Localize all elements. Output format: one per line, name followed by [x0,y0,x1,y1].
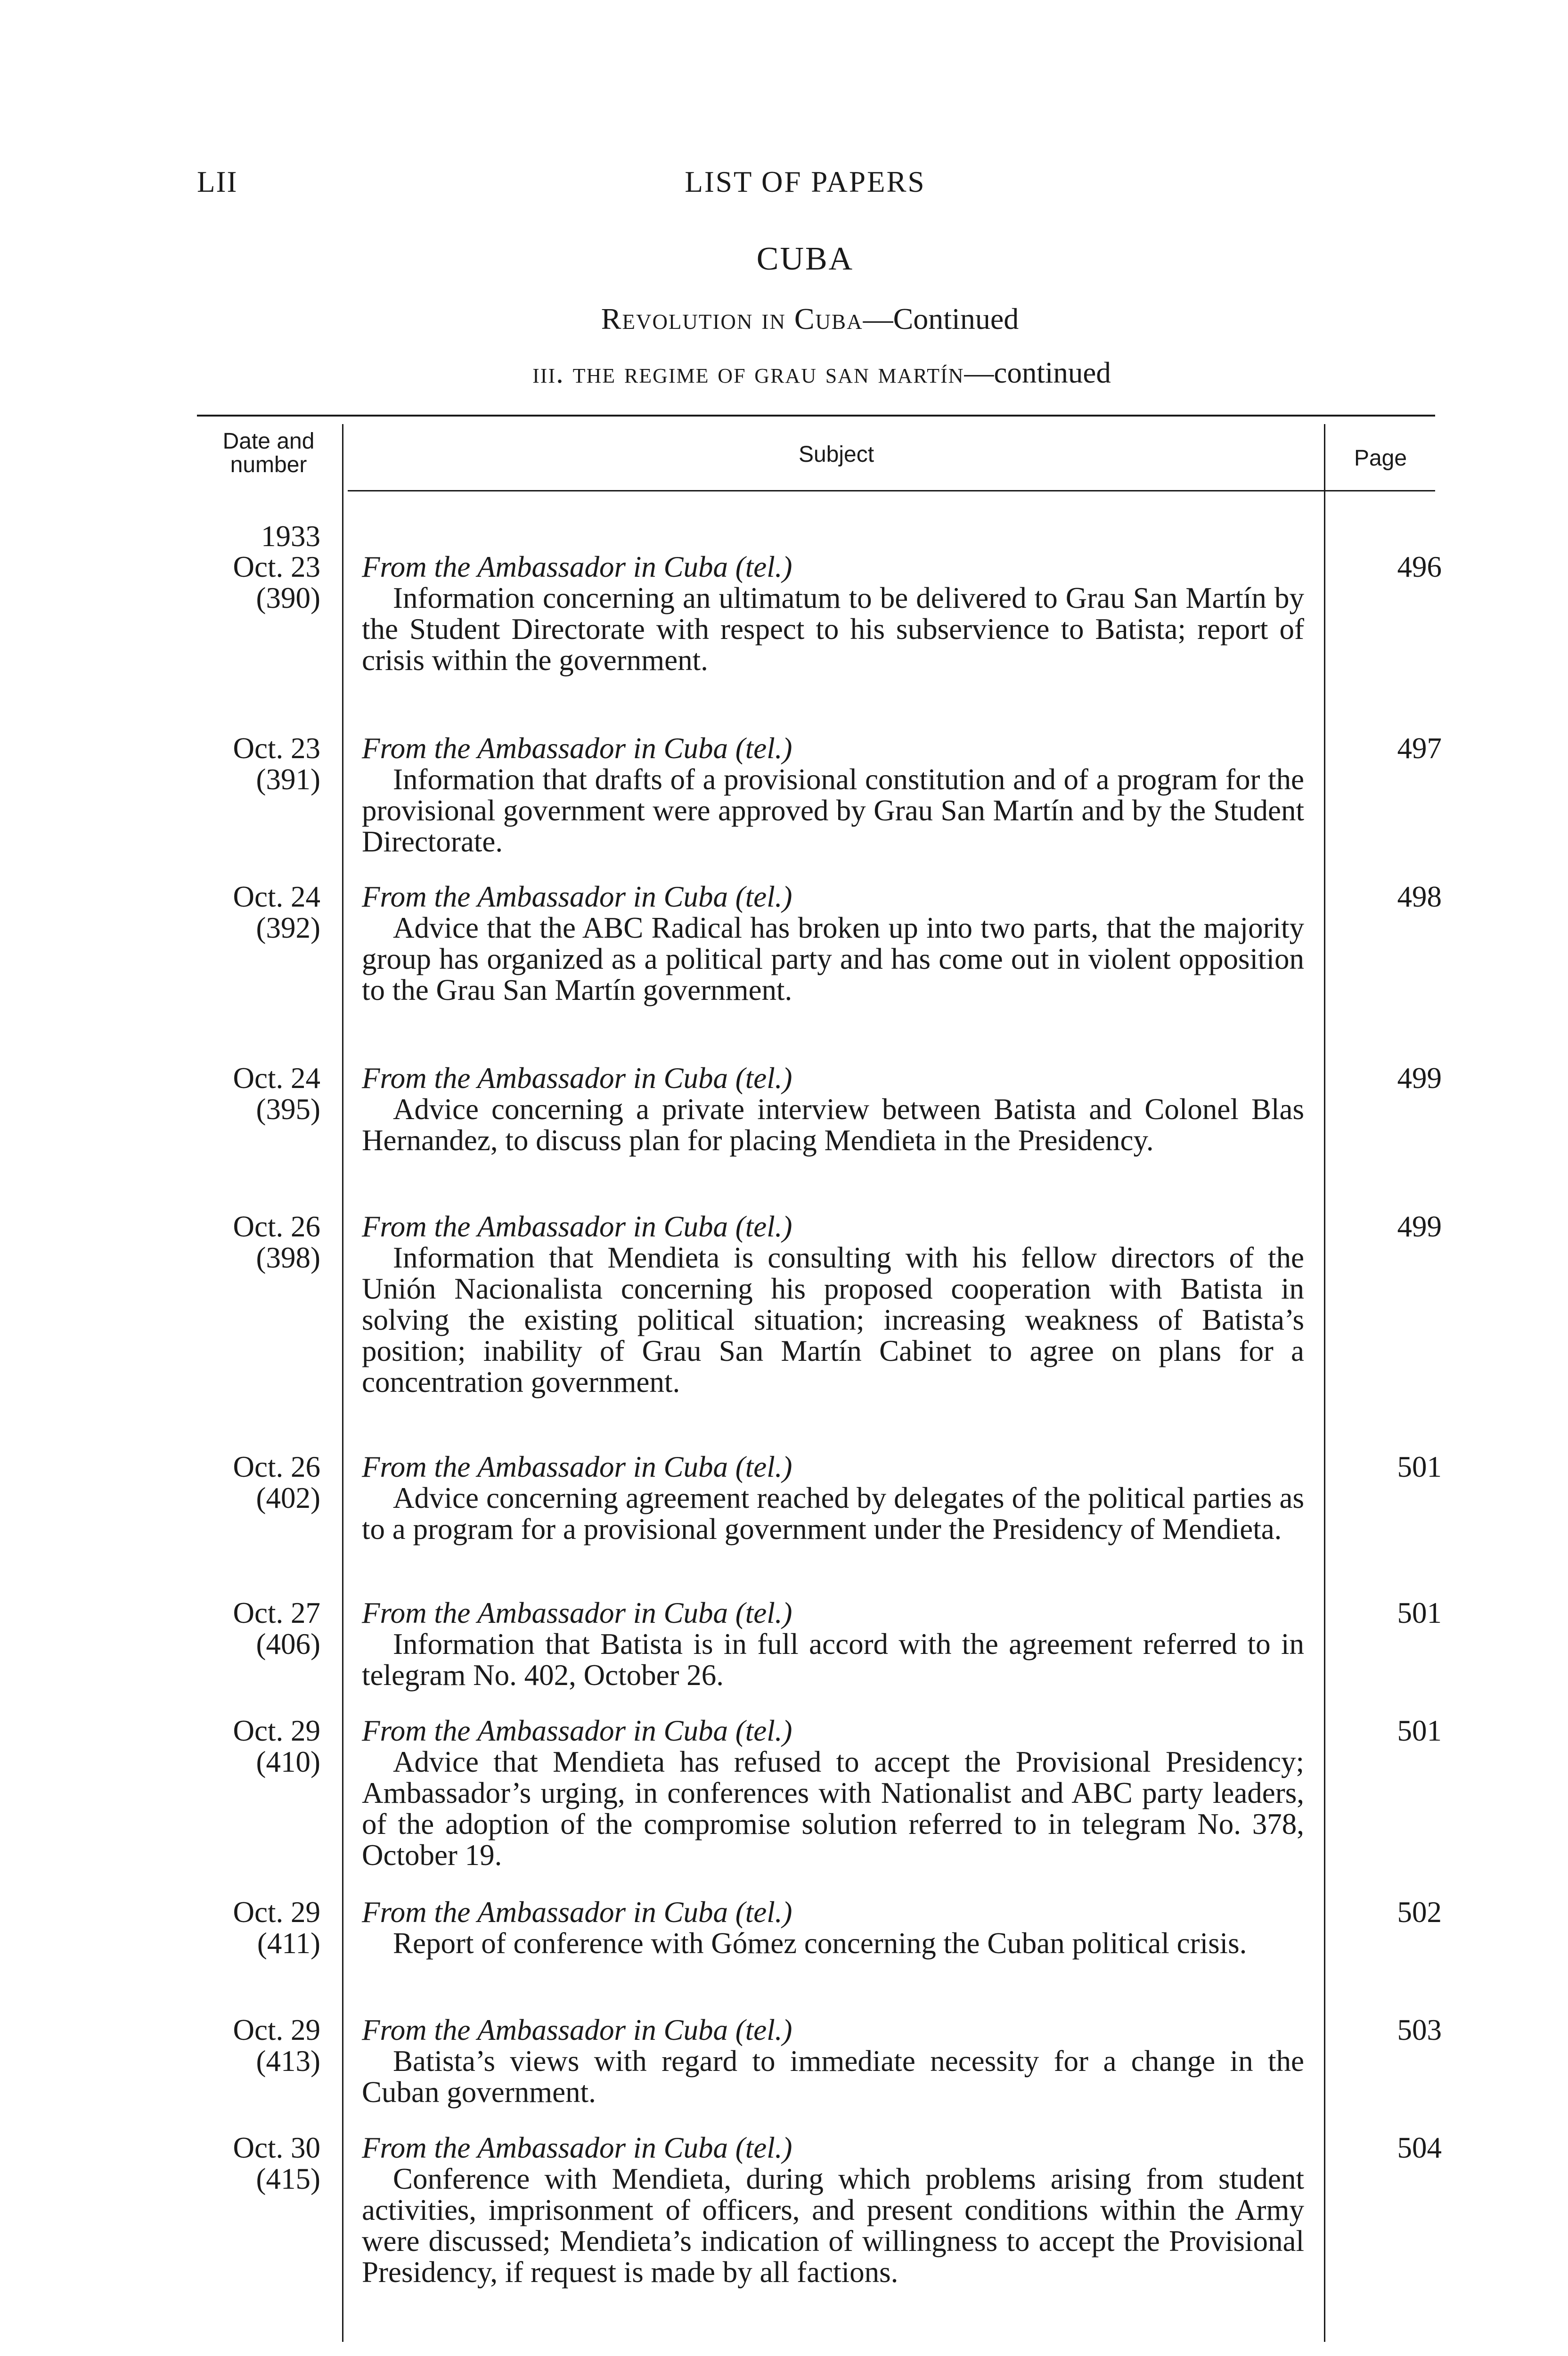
entry-subject [362,1211,1304,1398]
entry-from-line [362,2132,1304,2163]
entry-subject [362,1063,1304,1156]
entry-date-cell [179,733,320,795]
entry-description: Advice concerning agreement reached by delegates of the political parties as to a program for a provisional government under the Presidency of Mendieta. [362,1481,1304,1546]
entry-from-line [362,733,1304,764]
entry-tel: (tel.) [735,1596,792,1629]
entry-description: Batista’s views with regard to immediate necessity for a change in the Cuban government. [362,2045,1304,2109]
entry-date: Oct. 24 [233,1062,320,1095]
entry-date: Oct. 23 [233,732,320,765]
entry-page: 502 [1397,1896,1442,1929]
entry-description: Conference with Mendieta, during which problems arising from student activities, imprisonment of officers, and present conditions within the Army were discussed; Mendieta’s indication of willingness to accept the Provisional Presidency, if request is made by all factions. [362,2162,1304,2289]
entry-number: (402) [256,1481,320,1514]
entry-number: (411) [257,1927,320,1960]
entry-tel: (tel.) [735,1062,792,1095]
entry-from: From the Ambassador in Cuba [362,550,728,583]
entry-subject [362,2014,1304,2108]
entry-page: 501 [1397,1450,1442,1483]
entry-date: Oct. 29 [233,1896,320,1929]
section-heading [0,302,1568,336]
entry-tel: (tel.) [735,880,792,913]
entry-subject [362,733,1304,857]
entry-page: 503 [1397,2013,1442,2046]
entry-number: (406) [256,1628,320,1661]
entry-from-line [362,1597,1304,1628]
entry-date-cell [179,551,320,614]
entry-date-cell [179,1063,320,1125]
entry-subject [362,551,1304,676]
entry-date-cell [179,1715,320,1777]
entry-date: Oct. 23 [233,550,320,583]
entry-page: 498 [1397,880,1442,913]
entry-tel: (tel.) [735,2131,792,2164]
entry-date-cell [179,881,320,943]
entry-subject [362,1597,1304,1691]
entry-description: Advice that Mendieta has refused to accept the Provisional Presidency; Ambassador’s urging, in conferences with Nationalist and ABC party leaders, of the adoption of the compromise solution referred to in telegram No. 378, October 19. [362,1745,1304,1872]
entry-page: 497 [1397,732,1442,765]
section-heading-text: Revolution in Cuba [601,302,863,335]
entry-date-cell [179,2132,320,2194]
entry-tel: (tel.) [735,2013,792,2046]
entry-subject [362,1451,1304,1545]
entry-from-line [362,1451,1304,1482]
entry-from-line [362,881,1304,912]
subsection-heading-tail: —continued [964,356,1111,389]
entry-page: 499 [1397,1062,1442,1095]
date-header-line1: Date and [222,429,315,454]
entry-from-line [362,1715,1304,1746]
entry-subject [362,2132,1304,2288]
entry-from: From the Ambassador in Cuba [362,1896,728,1929]
entry-date: Oct. 29 [233,2013,320,2046]
entry-tel: (tel.) [735,1714,792,1747]
entry-date: Oct. 24 [233,880,320,913]
subject-column-header: Subject [798,442,874,467]
entry-from: From the Ambassador in Cuba [362,1714,728,1747]
entry-from-line [362,551,1304,582]
entry-page: 496 [1397,550,1442,583]
entry-description: Advice concerning a private interview between Batista and Colonel Blas Hernandez, to discuss plan for placing Mendieta in the Presidency. [362,1093,1304,1157]
entry-number: (398) [256,1241,320,1274]
entry-date: Oct. 29 [233,1714,320,1747]
entry-date: Oct. 26 [233,1210,320,1243]
entry-number: (395) [256,1093,320,1126]
page-column-header: Page [1354,446,1407,471]
entry-from: From the Ambassador in Cuba [362,1450,728,1483]
entry-tel: (tel.) [735,732,792,765]
entry-from-line [362,1211,1304,1242]
subsection-heading [0,356,1568,390]
entry-page: 504 [1397,2131,1442,2164]
entry-date-cell [179,2014,320,2077]
entry-description: Report of conference with Gómez concerning the Cuban political crisis. [393,1927,1247,1960]
entry-from: From the Ambassador in Cuba [362,1062,728,1095]
table-top-rule [197,415,1435,417]
entry-number: (415) [256,2162,320,2195]
entry-number: (392) [256,911,320,944]
entry-from-line [362,1063,1304,1094]
date-header-line2: number [230,452,307,478]
entry-date-cell [179,1897,320,1959]
entry-number: (391) [256,763,320,796]
entry-page: 499 [1397,1210,1442,1243]
entry-page: 501 [1397,1596,1442,1629]
entry-number: (390) [256,581,320,614]
entry-from-line [362,2014,1304,2045]
entry-date: Oct. 26 [233,1450,320,1483]
entry-tel: (tel.) [735,1450,792,1483]
entry-from: From the Ambassador in Cuba [362,1596,728,1629]
country-heading: CUBA [756,241,854,277]
entry-date-cell [179,1211,320,1273]
entry-from-line [362,1897,1304,1928]
entry-from: From the Ambassador in Cuba [362,1210,728,1243]
table-header-rule [348,490,1435,491]
entry-from: From the Ambassador in Cuba [362,880,728,913]
entry-tel: (tel.) [735,1210,792,1243]
year-label: 1933 [261,520,320,553]
entry-description: Advice that the ABC Radical has broken up into two parts, that the majority group has organized as a political party and has come out in violent opposition to the Grau San Martín government. [362,911,1304,1006]
entry-date-cell [179,1451,320,1513]
entry-description: Information that Batista is in full accord with the agreement referred to in telegram No. 402, October 26. [362,1628,1304,1692]
entry-tel: (tel.) [735,1896,792,1929]
entry-date: Oct. 30 [233,2131,320,2164]
page-column-divider [1324,424,1325,2342]
entry-date-cell [179,1597,320,1660]
page-folio: LII [197,165,238,198]
entry-description: Information that drafts of a provisional constitution and of a program for the provisional government were approved by Grau San Martín and by the Student Directorate. [362,763,1304,858]
entry-subject [362,1897,1304,1959]
entry-from: From the Ambassador in Cuba [362,2131,728,2164]
date-column-header [198,430,339,477]
running-head: LIST OF PAPERS [685,165,926,198]
section-heading-tail: —Continued [863,302,1019,335]
entry-description: Information concerning an ultimatum to be delivered to Grau San Martín by the Student Directorate with respect to his subservience to Batista; report of crisis within the government. [362,581,1304,677]
entry-subject [362,1715,1304,1871]
entry-tel: (tel.) [735,550,792,583]
entry-from: From the Ambassador in Cuba [362,2013,728,2046]
entry-page: 501 [1397,1714,1442,1747]
entry-date: Oct. 27 [233,1596,320,1629]
entry-from: From the Ambassador in Cuba [362,732,728,765]
entry-subject [362,881,1304,1006]
entry-description: Information that Mendieta is consulting with his fellow directors of the Unión Nacionalista concerning his proposed cooperation with Batista in solving the existing political situation; increasing weakness of Batista’s position; inability of Grau San Martín Cabinet to agree on plans for a concentration government. [362,1241,1304,1399]
subsection-heading-text: iii. the regime of grau san martín [532,356,964,389]
entry-number: (413) [256,2045,320,2078]
entry-number: (410) [256,1745,320,1778]
date-column-divider [342,424,343,2342]
